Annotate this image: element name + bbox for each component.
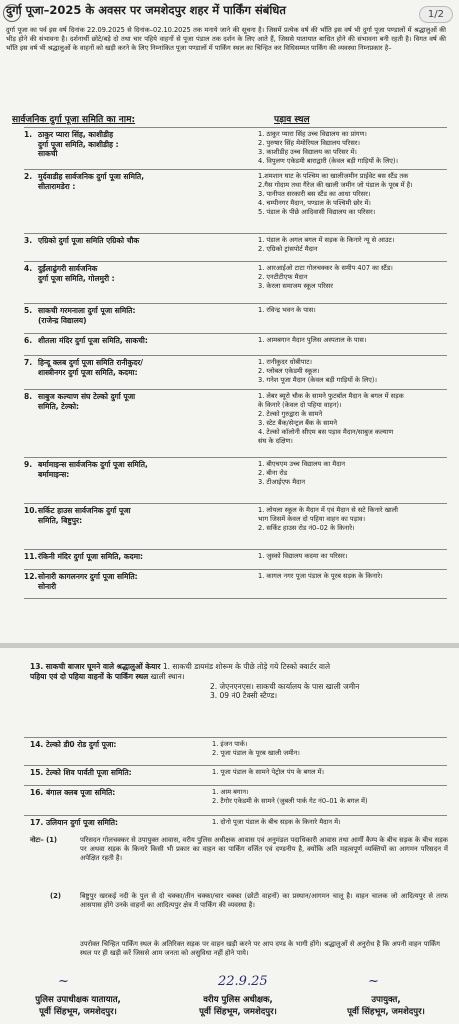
entry-divider (24, 355, 447, 356)
committee-name (38, 552, 243, 562)
parking-location-item: 1. जुस्को विद्यालय कदमा का परिसर। (258, 552, 348, 560)
note-text: परिसदन गोलचक्कर से उपायुक्त आवास, वरीय पुलिस अधीक्षक आवास एवं अनुमंडल पदाधिकारी आवास तथा आर्मी कैम्प के बीच सड़क के बीच सड़क पर अथवा सड़क के किनारे किसी भी प्रकार का वाहन का पार्किंग वर्जित एवं दण्डनीय है, क्योंकि अति महत्वपूर्ण व्यक्तियों का आगमन परिसदन में अपेक्षित रहती है। (80, 836, 448, 862)
entry-number: 14. (30, 740, 44, 749)
parking-location-item: 2. सर्किट हाउस रोड नं0–02 के किनारे। (258, 524, 355, 532)
committee-name-line: बर्मामाइन्स: (38, 469, 70, 479)
parking-location-item: 2.गैस गोदाम तथा गैरेज की खाली जमीन जो पंडाल के पूरब में है। (258, 181, 413, 189)
entry-number: 5. (24, 306, 33, 315)
parking-location-item: 1. रविन्द्र भवन के पास। (258, 306, 316, 314)
entry-divider (24, 261, 447, 262)
signatory-office: पूर्वी सिंहभूम, जमशेदपुर। (199, 1007, 277, 1017)
signatory-designation: पुलिस उपाधीक्षक यातायात, (35, 995, 121, 1005)
parking-location-item: संघ के दक्षिण। (258, 437, 293, 445)
entry-number: 12. (24, 572, 38, 581)
signatory-designation: उपायुक्त, (371, 995, 401, 1005)
parking-locations (258, 172, 448, 217)
committee-name-line: टेल्को शिव पार्वती पूजा समिति: (46, 768, 132, 777)
committee-name-line: सोनारी कागलनगर दुर्गा पूजा समिति: (38, 572, 138, 581)
header-parking: पड़ाव स्थल (274, 115, 310, 125)
parking-location-item: 1. आरआईओ टाटा गोलचक्कर के समीप 407 का स्टैंड। (258, 264, 393, 272)
parking-location-item: 4. टेल्को कॉलोनी सीएम बस पड़ाव मैदान/साबुज कल्याण (258, 428, 394, 436)
parking-locations (258, 392, 448, 446)
signature-mark: ~ (58, 974, 69, 989)
parking-location-item: 1. पूजा पंडाल के सामने पेट्रोल पंप के बगल में। (212, 768, 324, 776)
signature-mark: 22.9.25 (218, 974, 268, 989)
committee-name-line: समिति, टेल्को: (38, 401, 80, 411)
committee-name-line: दुर्गा पूजा समिति, गोलमुरी : (38, 273, 115, 283)
parking-locations (212, 818, 448, 827)
parking-location-item: 1. आमबगान मैदान पुलिस अस्पताल के पास। (258, 336, 367, 344)
entry-divider (24, 785, 447, 786)
entry-divider (24, 457, 447, 458)
parking-location-item: 2. एनटीटीएफ मैदान (258, 273, 308, 281)
entry-divider (24, 815, 447, 816)
parking-locations (212, 788, 448, 806)
signature-mark: ~ (368, 974, 379, 989)
committee-name (38, 392, 243, 411)
committee-name-line: शास्त्रीनगर दुर्गा पूजा समिति, कदमा: (38, 367, 138, 377)
entry-divider (24, 127, 447, 128)
page-indicator[interactable]: 1/2 (419, 6, 453, 23)
committee-name-line: शीतला मंदिर दुर्गा पूजा समिति, साकची: (38, 336, 148, 345)
parking-locations (258, 336, 448, 345)
parking-locations (258, 552, 448, 561)
parking-locations (258, 506, 448, 533)
closing-paragraph: उपरोक्त चिन्हित पार्किंग स्थल के अतिरिक्त सड़क पर वाहन खड़ी करने पर आप दण्ड के भागी होंगे। श्रद्धालुओं से अनुरोध है कि अपनी वाहन पार्किंग स्थल पर ही खड़ी करें जिससे आम जनता को असुविधा नहीं होने पाये। (80, 940, 440, 957)
parking-location-item: 2. पूजा पंडाल के पूरब खाली जमीन। (212, 749, 300, 757)
committee-name-line: टेल्को डी0 रोड दुर्गा पूजा: (46, 740, 117, 749)
committee-name-line: हिन्दू क्लब दुर्गा पूजा समिति रानीकुदर/ (38, 358, 144, 367)
committee-name (38, 130, 243, 159)
parking-location-item: 1. पंडाल के अगल बगल में सड़क के किनारे न्यू से आउट। (258, 236, 395, 244)
parking-location-item: 3. केरला समाजम स्कूल परिसर (258, 282, 333, 290)
entry-divider (24, 233, 447, 234)
parking-location-item: 1. कागल नगर पूजा पंडाल के पूरब सड़क के किनारे। (258, 572, 383, 580)
entry-divider (24, 549, 447, 550)
parking-location-item: 3. स्टेट बैंक/सेन्ट्रल बैंक के सामने (258, 419, 338, 427)
signatory-office: पूर्वी सिंहभूम, जमशेदपुर। (347, 1007, 425, 1017)
note-label: (2) (50, 892, 61, 900)
entry-number: 16. (30, 788, 44, 797)
entry-divider (24, 569, 447, 570)
parking-location-item: 4. विपुलण एकेडमी बाराद्वारी (केवल बड़ी गाड़ियों के लिए)। (258, 157, 399, 165)
parking-location-item: के किनारे (केवल दो पहिया वाहन)। (258, 401, 342, 409)
parking-location-item: 2. टैगोर एकेडमी के सामने (जुबली पार्क गेट नं0–01 के बगल में) (212, 797, 368, 805)
committee-name-line: साकची गरमनाला दुर्गा पूजा समिति: (38, 306, 136, 315)
committee-name-line: उलियान दुर्गा पूजा समिति: (46, 818, 119, 827)
committee-name-line: दुर्गा पूजा समिति, काशीडीह : (38, 139, 119, 149)
committee-name-line: समिति, बिष्टुपुर: (38, 515, 83, 525)
committee-name (38, 336, 243, 346)
signatory (318, 994, 454, 1018)
committee-name-line: बर्मामाइन्स सार्वजनिक दुर्गा पूजा समिति, (38, 460, 148, 469)
entry-number: 2. (24, 172, 33, 181)
entry-number: 17. (30, 818, 44, 827)
entry-divider (24, 765, 447, 766)
committee-name (38, 264, 243, 283)
header-committee: सार्वजनिक दुर्गा पूजा समिति का नाम: (12, 115, 136, 125)
committee-name (38, 358, 243, 377)
signatory-office: पूर्वी सिंहभूम, जमशेदपुर। (39, 1007, 117, 1017)
parking-locations (258, 130, 448, 166)
parking-location-item: 1. दोनो पूजा पंडाल के बीच सड़क के किनारे मैदान में। (212, 818, 341, 826)
document-page-2 (0, 648, 459, 1024)
entry-divider (24, 169, 447, 170)
entry-number: 8. (24, 392, 33, 401)
committee-name-line: (राजेन्द्र विद्यालय) (38, 315, 87, 325)
parking-location-item: 3. पानीपत सरकारी बस स्टैंड का आधा परिसर। (258, 190, 371, 198)
parking-locations (258, 236, 448, 254)
parking-location-item: 1. लेबर ब्यूरो चौक के सामने फुटबॉल मैदान के बगल में सड़क (258, 392, 404, 400)
committee-name-line: सर्किट हाउस सार्वजनिक दुर्गा पूजा (38, 506, 131, 515)
committee-name-line: साबुज कल्याण संघ टेल्को दुर्गा पूजा (38, 392, 136, 401)
committee-name (38, 306, 243, 325)
committee-name (38, 460, 243, 479)
parking-location-item: 3. काशीडीह उच्च विद्यालय का परिसर में। (258, 148, 357, 156)
parking-location-item: 2. टेल्को गुरुद्वारा के सामने (258, 410, 323, 418)
entry-divider (24, 303, 447, 304)
parking-location-item: 3. टीआईएफ मैदान (258, 478, 306, 486)
intro-paragraph: दुर्गा पूजा का पर्व इस वर्ष दिनांक 22.09.2025 से दिनांक–02.10.2025 तक मनाये जाने की सूचना है। जिसमें प्रत्येक वर्ष की भाँति इस वर्ष भी दुर्गा पूजा पण्डालों में श्रद्धालुओं की भीड़ होने की संभावना है। दर्शनार्थी छोटे/बड़े दो तथा चार पहिये वाहनों से पूजा पंडाल तक दर्शन के लिए आते हैं, जिससे यातायात बाधित होने की संभावना बनी रहती है। विगत वर्ष की भाँति इस वर्ष भी श्रद्धालुओं के वाहनों को खड़ी करने के लिए निम्नांकित पूजा पण्डालों में पार्किंग स्थल का चिन्हित कर विधिसम्मत पार्किंग की व्यवस्था निम्नप्रकार है– (6, 26, 446, 52)
signatory (168, 994, 308, 1018)
parking-locations (258, 572, 448, 581)
parking-location-item: 1. इंजन पार्क। (212, 740, 248, 748)
parking-location-item: 2. ग्लोबल एकेडमी स्कूल। (258, 367, 320, 375)
parking-location-item: 2. बीना रोड (258, 469, 288, 477)
note-item (30, 836, 450, 884)
parking-location-item: 3. गनेश पूजा मैदान (केवल बड़ी गाड़ियों के लिए)। (258, 376, 377, 384)
column-headers (6, 112, 446, 126)
parking-locations (212, 768, 448, 777)
committee-name-line: ठाकुर प्यारा सिंह, काशीडीह (38, 130, 114, 139)
note-label: नोटः– (1) (30, 836, 58, 844)
committee-name (38, 572, 243, 591)
entry-number: 6. (24, 336, 33, 345)
committee-name (38, 236, 243, 246)
entry-13: 13. साकची बाजार घूमने वाले श्रद्धालुओं केयार 1. साकची डायमंड शोरूम के पीछे तोड़े गये टिस्को क्वार्टर वाले पहिया एवं दो पहिया वाहनों के पार्किंग स्थल खाली स्थान। 2. जेएनएनएस। साकची कार्यालय के पास खाली जमीन 3. 09 नं0 टैक्सी स्टैण्ड। (30, 662, 360, 701)
document-title: दुर्गा पूजा–2025 के अवसर पर जमशेदपुर शहर में पार्किंग संबंधित (6, 3, 286, 17)
parking-location-item: 2. पुरुषार सिंह मेमोरियल विद्यालय परिसर। (258, 139, 360, 147)
committee-name-line: सोनारी (38, 581, 57, 591)
entry-number: 7. (24, 358, 33, 367)
parking-location-item: भाग जिसमें केवल दो पहिया वाहन का पड़ाव। (258, 515, 366, 523)
parking-locations (258, 460, 448, 487)
parking-location-item: 1. आम बगान। (212, 788, 249, 796)
committee-name-line: एग्रिको दुर्गा पूजा समिति एग्रिको चौक (38, 236, 140, 245)
parking-location-item: 4. चम्पीनगर मैदान, पण्डाल के पश्चिमी छोर में। (258, 199, 371, 207)
entry-divider (24, 737, 447, 738)
entry-number: 1. (24, 130, 33, 139)
committee-name (38, 172, 243, 191)
entry-divider (24, 598, 447, 599)
parking-location-item: 1. रानीकुदर धोबीपाट। (258, 358, 313, 366)
parking-location-item: 1. बीएचएम उच्च विद्यालय का मैदान (258, 460, 346, 468)
signatory (8, 994, 148, 1018)
parking-locations (212, 740, 448, 758)
note-item (30, 892, 450, 940)
committee-name-line: साकची (38, 149, 58, 158)
parking-location-item: 1.शमशान घाट के पश्चिम का खालीजमीन प्राईवेट बस स्टैंड तक (258, 172, 409, 180)
parking-locations (258, 306, 448, 315)
signatory-designation: वरीय पुलिस अधीक्षक, (203, 995, 273, 1005)
parking-location-item: 5. पंडाल के पीछे आदिवासी विद्यालय का परिसर। (258, 208, 376, 216)
parking-location-item: 1. लोयला स्कूल के मैदान में एवं मैदान से सटे किनारे खाली (258, 506, 398, 514)
entry-divider (24, 389, 447, 390)
entry-number: 15. (30, 768, 44, 777)
parking-location-item: 2. एग्रिको ट्रांसपोर्ट मैदान (258, 245, 318, 253)
entry-number: 11. (24, 552, 38, 561)
parking-locations (258, 358, 448, 385)
entry-number: 3. (24, 236, 33, 245)
entry-divider (24, 503, 447, 504)
entry-number: 9. (24, 460, 33, 469)
committee-name-line: रंकिनी मंदिर दुर्गा पूजा समिति, कदमा: (38, 552, 144, 561)
committee-name-line: सीतारामडेरा : (38, 181, 76, 191)
committee-name-line: बंगाल क्लब पूजा समिति: (46, 788, 116, 797)
entry-number: 10. (24, 506, 38, 515)
parking-location-item: 1. ठाकुर प्यारा सिंह उच्च विद्यालय का प्रांगण। (258, 130, 367, 138)
note-text: बिष्टुपुर खरकई नदी के पुल से दो चक्का/तीन चक्का/चार चक्का (छोटी वाहनों) का प्रस्थान/आगमन चालू है। वाहन चालक जो आदित्यपुर से तरफ आसपास होंगे उनके वाहनों का आदित्यपुर क्षेत्र में पार्किंग की व्यवस्था है। (80, 892, 448, 909)
parking-locations (258, 264, 448, 291)
committee-name-line: मुर्दवाडीह सार्वजनिक दुर्गा पूजा समिति, (38, 172, 145, 181)
committee-name-line: दुर्ईलाढुंगरी सार्वजनिक (38, 264, 98, 273)
committee-name (38, 506, 243, 525)
entry-number: 4. (24, 264, 33, 273)
entry-divider (24, 333, 447, 334)
